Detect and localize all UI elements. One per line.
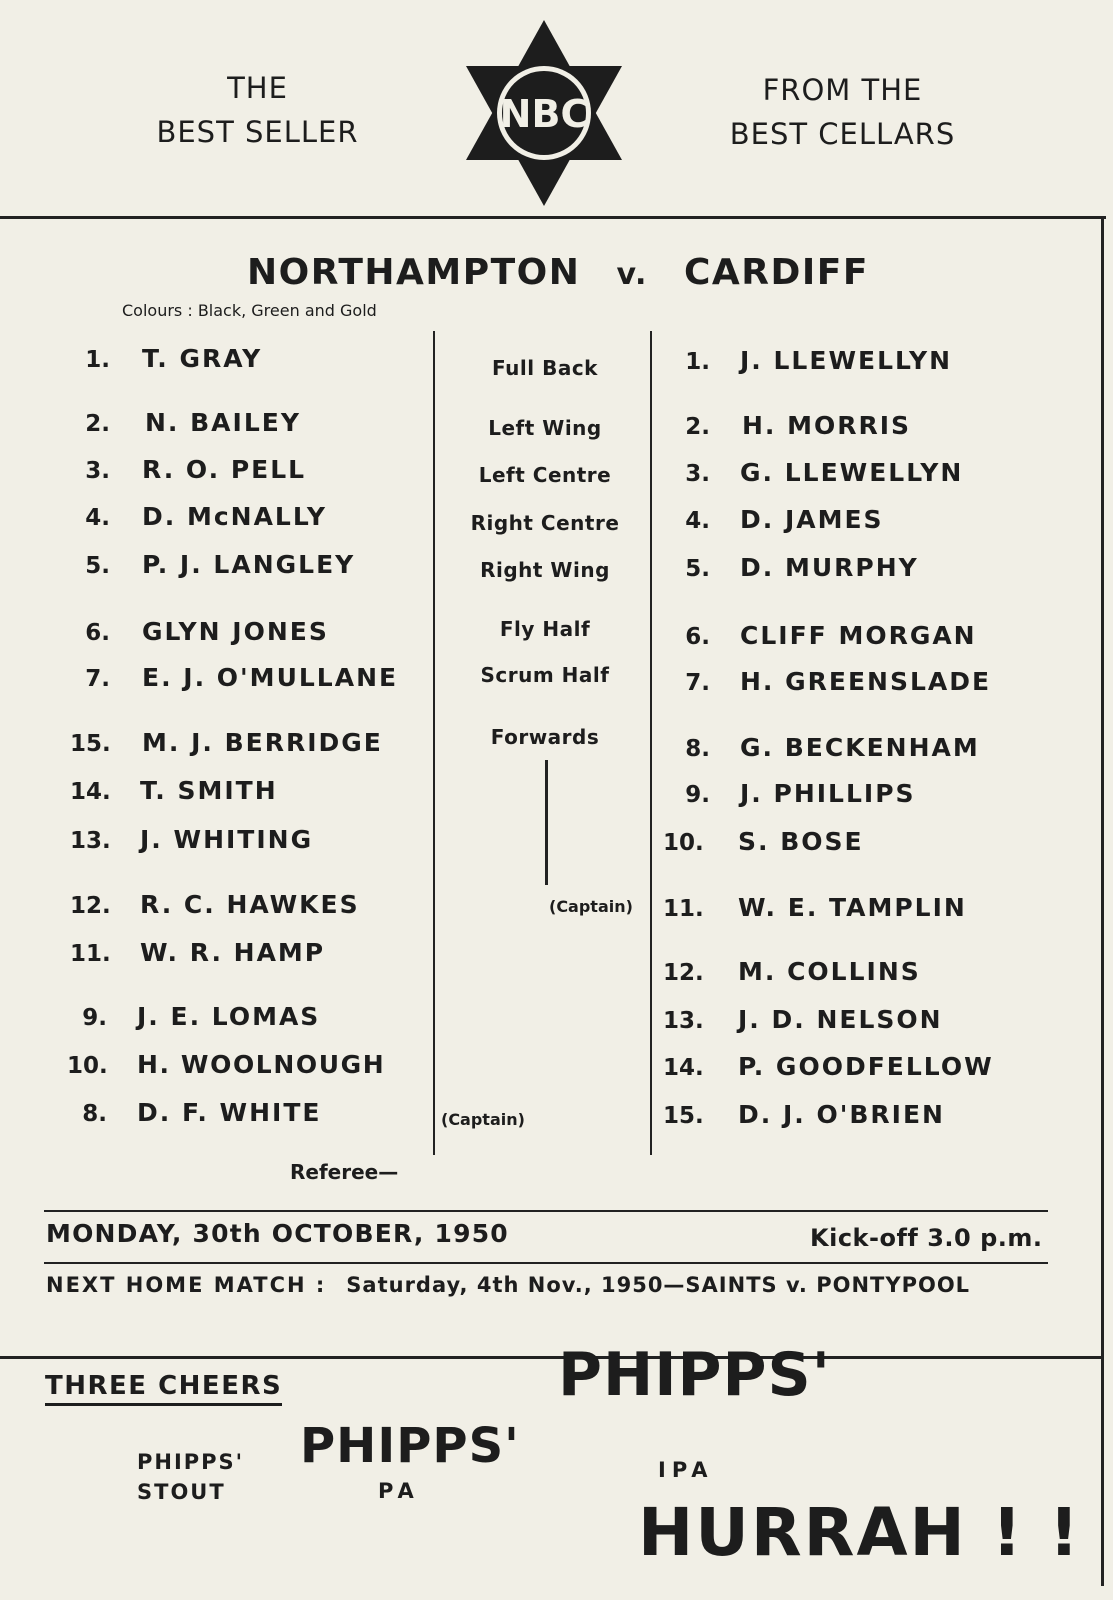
- home-player-number: 9.: [82, 1005, 107, 1031]
- phipps-pa-brand: PHIPPS': [300, 1418, 520, 1474]
- away-player-number: 5.: [685, 556, 710, 582]
- advert-divider: [0, 1356, 1104, 1359]
- away-player-number: 1.: [685, 349, 710, 375]
- versus: v.: [616, 257, 648, 292]
- away-player-number: 4.: [685, 508, 710, 534]
- home-player-number: 7.: [85, 666, 110, 692]
- home-player-number: 13.: [70, 828, 111, 854]
- team-colours: Colours : Black, Green and Gold: [122, 301, 377, 320]
- home-team-name: NORTHAMPTON: [247, 252, 581, 293]
- pa-label: PA: [378, 1479, 420, 1503]
- header-divider: [0, 216, 1106, 219]
- position-label: Right Centre: [470, 511, 620, 535]
- home-player-name: R. C. HAWKES: [140, 890, 360, 919]
- date-bottom-rule: [44, 1262, 1048, 1264]
- away-player-number: 2.: [685, 414, 710, 440]
- home-player-name: R. O. PELL: [142, 455, 307, 484]
- away-player-name: D. MURPHY: [740, 553, 919, 582]
- home-player-name: M. J. BERRIDGE: [142, 728, 383, 757]
- away-player-number: 8.: [685, 736, 710, 762]
- phipps-stout: [137, 1447, 244, 1507]
- date-top-rule: [44, 1210, 1048, 1212]
- position-label: Scrum Half: [480, 663, 610, 687]
- away-player-name: CLIFF MORGAN: [740, 621, 977, 650]
- away-player-name: H. MORRIS: [742, 411, 912, 440]
- ipa-label: IPA: [658, 1458, 714, 1482]
- header-right: [710, 68, 975, 156]
- away-player-name: W. E. TAMPLIN: [738, 893, 967, 922]
- home-player-name: N. BAILEY: [145, 408, 301, 437]
- header-left-line2: BEST SELLER: [156, 115, 359, 149]
- position-label: Left Centre: [478, 463, 612, 487]
- hurrah-slogan: HURRAH ! !: [638, 1494, 1081, 1571]
- home-player-number: 14.: [70, 779, 111, 805]
- away-player-name: D. J. O'BRIEN: [738, 1100, 945, 1129]
- next-home-match: [46, 1273, 970, 1297]
- position-label: Forwards: [490, 725, 600, 749]
- away-player-name: D. JAMES: [740, 505, 884, 534]
- away-player-number: 7.: [685, 670, 710, 696]
- header-left-line1: THE: [227, 71, 288, 105]
- away-player-number: 10.: [663, 830, 704, 856]
- next-match-label: NEXT HOME MATCH :: [46, 1273, 327, 1297]
- center-captain-note: (Captain): [549, 897, 633, 916]
- home-captain-note: (Captain): [441, 1110, 525, 1129]
- home-player-name: GLYN JONES: [142, 617, 329, 646]
- nbc-star-logo: [462, 18, 626, 208]
- away-player-name: M. COLLINS: [738, 957, 921, 986]
- away-player-number: 13.: [663, 1008, 704, 1034]
- home-player-number: 2.: [85, 411, 110, 437]
- home-player-name: J. E. LOMAS: [137, 1002, 321, 1031]
- away-player-number: 9.: [685, 782, 710, 808]
- away-player-number: 3.: [685, 461, 710, 487]
- home-player-name: T. GRAY: [142, 344, 263, 373]
- home-player-name: W. R. HAMP: [140, 938, 326, 967]
- forwards-bracket-line: [545, 760, 548, 885]
- home-player-number: 5.: [85, 553, 110, 579]
- away-player-name: H. GREENSLADE: [740, 667, 992, 696]
- away-player-name: S. BOSE: [738, 827, 864, 856]
- phipps-ipa-brand: PHIPPS': [558, 1340, 832, 1410]
- home-player-name: P. J. LANGLEY: [142, 550, 356, 579]
- home-player-name: H. WOOLNOUGH: [137, 1050, 386, 1079]
- next-match-detail: Saturday, 4th Nov., 1950—SAINTS v. PONTYPOOL: [346, 1273, 971, 1297]
- position-label: Fly Half: [499, 617, 591, 641]
- position-label: Full Back: [492, 356, 598, 380]
- away-player-number: 14.: [663, 1055, 704, 1081]
- left-column-divider: [433, 331, 435, 1155]
- away-player-name: G. LLEWELLYN: [740, 458, 964, 487]
- away-player-number: 6.: [685, 624, 710, 650]
- away-player-number: 15.: [663, 1103, 704, 1129]
- home-player-name: E. J. O'MULLANE: [142, 663, 399, 692]
- match-title: [247, 252, 869, 293]
- position-label: Right Wing: [480, 558, 610, 582]
- home-player-number: 1.: [85, 347, 110, 373]
- logo-text: NBC: [499, 92, 589, 136]
- home-player-number: 6.: [85, 620, 110, 646]
- right-border: [1101, 216, 1104, 1586]
- right-column-divider: [650, 331, 652, 1155]
- away-player-name: P. GOODFELLOW: [738, 1052, 994, 1081]
- home-player-number: 11.: [70, 941, 111, 967]
- home-player-name: D. McNALLY: [142, 502, 327, 531]
- home-player-number: 3.: [85, 458, 110, 484]
- home-player-name: D. F. WHITE: [137, 1098, 322, 1127]
- match-date: MONDAY, 30th OCTOBER, 1950: [46, 1219, 509, 1248]
- away-player-name: J. PHILLIPS: [740, 779, 916, 808]
- referee-label: Referee—: [290, 1160, 399, 1184]
- home-player-number: 8.: [82, 1101, 107, 1127]
- away-player-name: G. BECKENHAM: [740, 733, 980, 762]
- home-player-name: T. SMITH: [140, 776, 278, 805]
- header-right-line1: FROM THE: [762, 73, 923, 107]
- stout-brand: PHIPPS': [137, 1450, 245, 1474]
- away-player-number: 12.: [663, 960, 704, 986]
- home-player-name: J. WHITING: [140, 825, 314, 854]
- away-player-number: 11.: [663, 896, 704, 922]
- home-player-number: 4.: [85, 505, 110, 531]
- position-label: Left Wing: [488, 416, 602, 440]
- stout-label: STOUT: [137, 1480, 226, 1504]
- header-right-line2: BEST CELLARS: [729, 117, 956, 151]
- home-player-number: 12.: [70, 893, 111, 919]
- home-player-number: 15.: [70, 731, 111, 757]
- away-player-name: J. D. NELSON: [738, 1005, 943, 1034]
- home-player-number: 10.: [67, 1053, 108, 1079]
- away-team-name: CARDIFF: [684, 252, 869, 293]
- three-cheers-heading: THREE CHEERS: [45, 1371, 282, 1406]
- away-player-name: J. LLEWELLYN: [740, 346, 953, 375]
- kickoff-time: Kick-off 3.0 p.m.: [810, 1224, 1043, 1252]
- header-left: [140, 66, 375, 154]
